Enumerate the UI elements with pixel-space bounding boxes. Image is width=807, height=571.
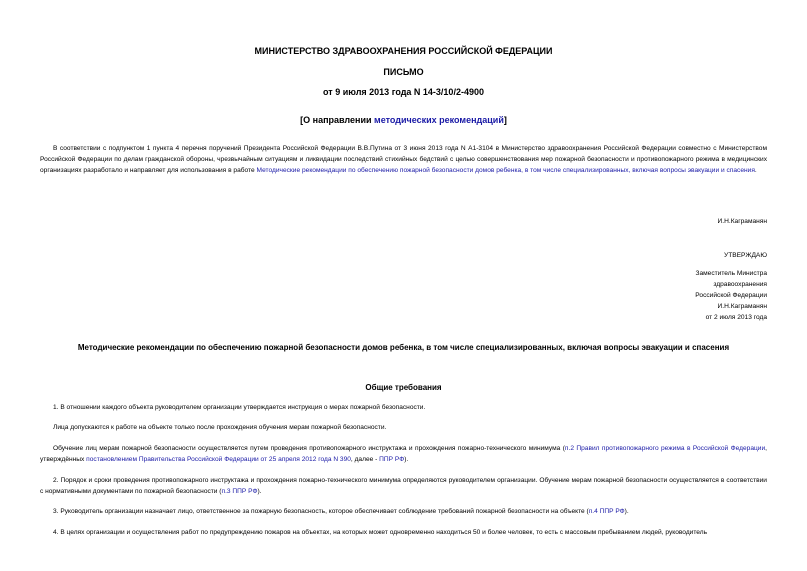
approval-line-2: здравоохранения <box>713 281 767 288</box>
p3-rules-link[interactable]: п.2 Правил противопожарного режима в Российской Федерации <box>564 445 766 452</box>
p3-decree-link[interactable]: постановлением Правительства Российской Федерации от 25 апреля 2012 года N 390 <box>86 456 351 463</box>
intro-paragraph <box>40 143 767 176</box>
paragraph-5 <box>40 506 767 517</box>
approval-line-5: от 2 июля 2013 года <box>705 314 767 321</box>
intro-text-end: . <box>754 167 757 174</box>
p4-text-b: ). <box>257 488 262 495</box>
p4-ppr-link[interactable]: п.3 ППР РФ <box>221 488 258 495</box>
paragraph-6: 4. В целях организации и осуществления работ по предупреждению пожаров на объектах, на которых может одновременно находиться 50 и более человек, то есть с массовым пребыванием людей, руководитель <box>53 529 708 536</box>
subject-open: [О направлении <box>300 115 375 125</box>
approval-line-4: И.Н.Каграманян <box>717 303 767 310</box>
p5-text-b: ). <box>624 508 629 515</box>
signature: И.Н.Каграманян <box>717 218 767 225</box>
subject-close: ] <box>503 115 507 125</box>
paragraph-3 <box>40 443 767 465</box>
approval-block <box>695 268 767 323</box>
p3-text-b: , утверждённых <box>40 445 767 463</box>
approval-line-1: Заместитель Министра <box>695 270 767 277</box>
p3-ppr-link[interactable]: ППР РФ <box>379 456 405 463</box>
paragraph-1: 1. В отношении каждого объекта руководителем организации утверждается инструкция о мерах пожарной безопасности. <box>53 404 426 411</box>
intro-recommendations-link[interactable]: Методические рекомендации по обеспечению пожарной безопасности домов ребенка, в том числе специализированных, включая вопросы эвакуации и спасения <box>256 167 755 174</box>
paragraph-2: Лица допускаются к работе на объекте только после прохождения обучения мерам пожарной безопасности. <box>53 424 387 431</box>
section-title: Общие требования <box>365 383 442 392</box>
p3-text-c: , далее - <box>350 456 380 463</box>
p3-text-a: Обучение лиц мерам пожарной безопасности осуществляется путем проведения противопожарного инструктажа и прохождения пожарно-технического минимума ( <box>53 445 565 452</box>
approve-label: УТВЕРЖДАЮ <box>724 252 767 259</box>
p5-text-a: 3. Руководитель организации назначает лицо, ответственное за пожарную безопасность, которое обеспечивает соблюдение требований пожарной безопасности на объекте ( <box>53 508 589 515</box>
doc-type-title: ПИСЬМО <box>383 67 424 77</box>
p4-text-a: 2. Порядок и сроки проведения противопожарного инструктажа и прохождения пожарно-технического минимума определяются руководителем организации. Обучение мерам пожарной безопасности осуществляется в соответствии с нормативными документами по пожарной безопасности ( <box>40 477 767 495</box>
approval-line-3: Российской Федерации <box>695 292 767 299</box>
doc-date-number: от 9 июля 2013 года N 14-3/10/2-4900 <box>323 87 484 97</box>
p5-ppr-link[interactable]: п.4 ППР РФ <box>588 508 625 515</box>
ministry-title: МИНИСТЕРСТВО ЗДРАВООХРАНЕНИЯ РОССИЙСКОЙ ФЕДЕРАЦИИ <box>254 46 553 56</box>
subject-link[interactable]: методических рекомендаций <box>374 115 504 125</box>
p3-text-d: ). <box>404 456 409 463</box>
paragraph-4 <box>40 475 767 497</box>
intro-text: В соответствии с подпунктом 1 пункта 4 перечня поручений Президента Российской Федерации В.В.Путина от 3 июня 2013 года N А1-3104 в Министерство здравоохранения Российской Федерации совместно с Министерством Российской Федерации по делам гражданской обороны, чрезвычайным ситуациям и ликвидации последствий стихийных бедствий с целью совершенствования мер пожарной безопасности и противопожарного режима в медицинских организациях разработало и направляет для использования в работе <box>40 145 767 174</box>
recommendations-title: Методические рекомендации по обеспечению пожарной безопасности домов ребенка, в том числе специализированных, включая вопросы эвакуации и спасения <box>77 343 730 352</box>
doc-subject <box>0 115 807 126</box>
